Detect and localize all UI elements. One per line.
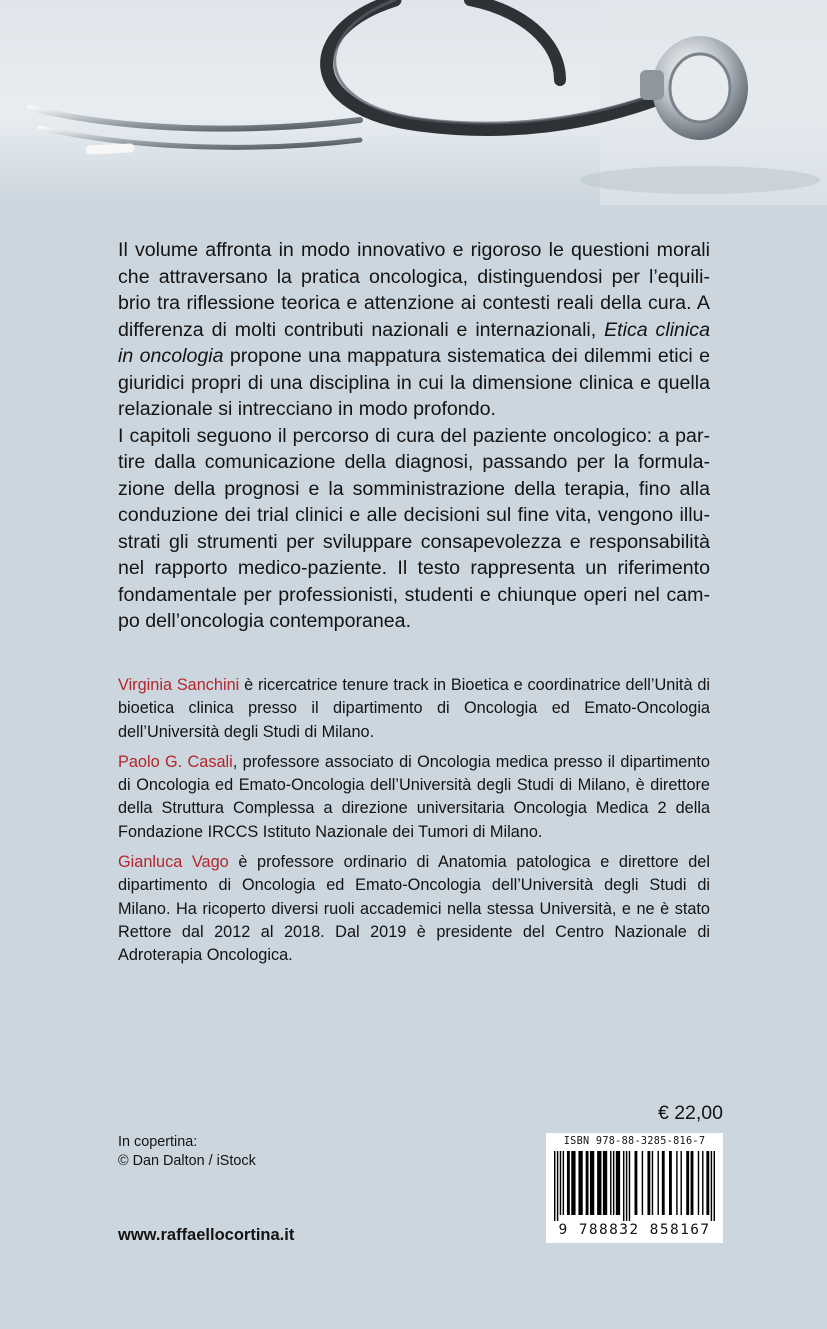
author-bio-text: è professore ordinario di Anatomia patologica e direttore del dipartimento di Oncologia ed Emato-Oncologia dell’Università degli Studi di Milano. Ha ricoperto diversi ruoli accademici nella stessa Università, e ne è stato Rettore dal 2012 al 2018. Dal 2019 è presidente del Centro Nazionale di Adroterapia Oncologica. <box>118 853 710 965</box>
barcode-bar <box>563 1151 564 1215</box>
isbn-label: ISBN 978-88-3285-816-7 <box>563 1136 706 1147</box>
barcode-bar <box>629 1151 630 1221</box>
barcode-bar <box>590 1151 594 1215</box>
barcode-digits: 9 788832 858167 <box>558 1222 711 1238</box>
publisher-website[interactable]: www.raffaellocortina.it <box>118 1226 295 1244</box>
barcode-bar <box>635 1151 638 1215</box>
blurb-paragraph-1 <box>118 237 710 423</box>
barcode-bar <box>702 1151 703 1215</box>
price: € 22,00 <box>657 1102 723 1124</box>
barcode-bar <box>603 1151 607 1215</box>
author-name: Gianluca Vago <box>118 853 229 872</box>
barcode-bar <box>658 1151 659 1215</box>
blurb-text: propone una mappatura sistematica dei dilemmi etici e giuridici propri di una disciplina in cui la dimensione clinica e quella relazionale si intrecciano in modo profondo. <box>118 345 710 420</box>
barcode-bar <box>662 1151 665 1215</box>
isbn-barcode <box>546 1133 723 1243</box>
author-bio <box>118 751 710 844</box>
author-name: Virginia Sanchini <box>118 676 240 694</box>
barcode-bar <box>714 1151 715 1221</box>
barcode-bar <box>626 1151 627 1221</box>
barcode-bar <box>698 1151 699 1215</box>
author-bio <box>118 674 710 744</box>
barcode-bar <box>647 1151 650 1215</box>
barcode-bar <box>586 1151 589 1215</box>
barcode-bar <box>691 1151 694 1215</box>
blurb-text: Il volume affronta in modo innovativo e rigoroso le questioni morali che attraversano la pratica oncologica, distinguendosi per l’equilibrio tra riflessione teorica e attenzione ai contesti reali della cura. A differenza di molti contributi nazionali e internazionali, <box>118 239 710 341</box>
barcode-bar <box>578 1151 582 1215</box>
barcode-bar <box>669 1151 672 1215</box>
barcode-bar <box>706 1151 709 1215</box>
barcode-bar <box>652 1151 653 1215</box>
author-name: Paolo G. Casali <box>118 752 233 771</box>
barcode-bar <box>623 1151 624 1221</box>
stethoscope-photo <box>0 0 827 205</box>
barcode-bar <box>557 1151 558 1221</box>
barcode-bar <box>560 1151 561 1215</box>
barcode-bar <box>681 1151 682 1215</box>
barcode-bar <box>597 1151 601 1215</box>
barcode-bar <box>554 1151 555 1221</box>
back-cover-blurb <box>118 237 710 635</box>
barcode-bar <box>571 1151 575 1215</box>
cover-credit <box>118 1133 256 1171</box>
author-bio <box>118 851 710 967</box>
barcode-bar <box>616 1151 620 1215</box>
blurb-paragraph-2: I capitoli seguono il percorso di cura del paziente oncologico: a partire dalla comunicazione della diagnosi, passando per la formulazione della prognosi e la somministrazione della terapia, fino alla conduzione dei trial clinici e alle decisioni sul fine vita, vengono illustrati gli strumenti per sviluppare consapevolezza e responsabilità nel rapporto medico-paziente. Il testo rappresenta un riferimento fondamentale per professionisti, studenti e chiunque operi nel campo dell’oncologia contemporanea. <box>118 424 710 632</box>
book-title: Etica clinica in oncologia <box>118 318 710 367</box>
barcode-bar <box>642 1151 643 1215</box>
ean13-barcode-icon <box>554 1151 715 1221</box>
cover-credit-text: © Dan Dalton / iStock <box>118 1153 256 1169</box>
author-bios <box>118 674 710 975</box>
barcode-bar <box>567 1151 570 1215</box>
barcode-bar <box>711 1151 712 1221</box>
author-bio-text: è ricercatrice tenure track in Bioetica e coordinatrice dell’Unità di bioetica clinica presso il dipartimento di Oncologia ed Emato-Oncologia dell’Università degli Studi di Milano. <box>118 676 710 741</box>
barcode-bar <box>613 1151 614 1215</box>
cover-credit-label: In copertina: <box>118 1134 198 1150</box>
barcode-bar <box>610 1151 611 1215</box>
author-bio-text: , professore associato di Oncologia medica presso il dipartimento di Oncologia ed Emato-Oncologia dell’Università degli Studi di Milano, è direttore della Struttura Complessa a direzione universitaria Oncologia Medica 2 della Fondazione IRCCS Istituto Nazionale dei Tumori di Milano. <box>118 752 710 841</box>
barcode-bar <box>676 1151 677 1215</box>
barcode-bar <box>686 1151 689 1215</box>
